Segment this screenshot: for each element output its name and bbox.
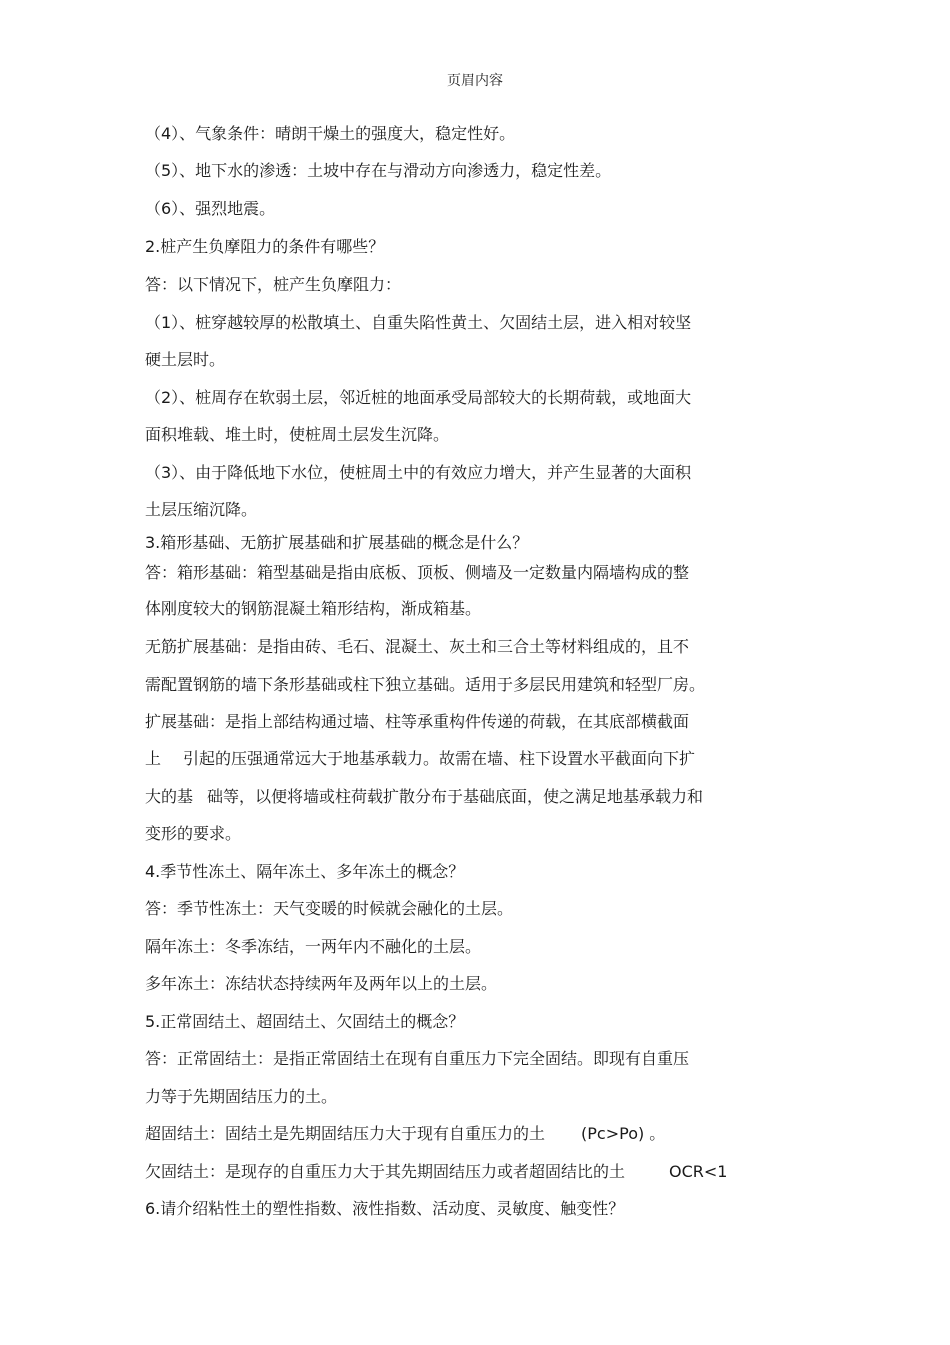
text-line: 力等于先期固结压力的土。 xyxy=(145,1087,338,1106)
text-line xyxy=(145,1123,665,1145)
page-header: 页眉内容 xyxy=(447,73,503,89)
question-heading: 3.箱形基础、无筋扩展基础和扩展基础的概念是什么？ xyxy=(145,533,529,552)
text-line: （5）、地下水的渗透：土坡中存在与滑动方向渗透力，稳定性差。 xyxy=(145,161,612,180)
text-line: （4）、气象条件：晴朗干燥土的强度大，稳定性好。 xyxy=(145,124,516,143)
text-line: （1）、桩穿越较厚的松散填土、自重失陷性黄土、欠固结土层，进入相对较坚 xyxy=(145,313,692,332)
text-segment: 础等，以便将墙或柱荷载扩散分布于基础底面，使之满足地基承载力和 xyxy=(207,787,704,806)
text-line: 多年冻土：冻结状态持续两年及两年以上的土层。 xyxy=(145,974,498,993)
question-heading: 4.季节性冻土、隔年冻土、多年冻土的概念？ xyxy=(145,862,465,881)
text-line: 需配置钢筋的墙下条形基础或柱下独立基础。适用于多层民用建筑和轻型厂房。 xyxy=(145,675,706,694)
text-line: 体刚度较大的钢筋混凝土箱形结构，渐成箱基。 xyxy=(145,599,482,618)
question-heading: 2.桩产生负摩阻力的条件有哪些？ xyxy=(145,237,385,256)
text-segment: 上 xyxy=(145,749,162,768)
text-line: 隔年冻土：冬季冻结，一两年内不融化的土层。 xyxy=(145,937,482,956)
text-segment: (Pc>Po) 。 xyxy=(581,1124,666,1143)
question-heading: 6.请介绍粘性土的塑性指数、液性指数、活动度、灵敏度、触变性？ xyxy=(145,1199,625,1218)
text-segment: 引起的压强通常远大于地基承载力。故需在墙、柱下设置水平截面向下扩 xyxy=(183,749,696,768)
text-line: 答：以下情况下，桩产生负摩阻力： xyxy=(145,275,402,294)
text-line xyxy=(145,1161,727,1183)
text-line: 答：箱形基础：箱型基础是指由底板、顶板、侧墙及一定数量内隔墙构成的整 xyxy=(145,563,690,582)
text-line: （3）、由于降低地下水位，使桩周土中的有效应力增大，并产生显著的大面积 xyxy=(145,463,692,482)
text-line: 扩展基础：是指上部结构通过墙、柱等承重构件传递的荷载，在其底部横截面 xyxy=(145,712,690,731)
text-line: （6）、强烈地震。 xyxy=(145,199,276,218)
text-line xyxy=(145,748,695,770)
text-line: （2）、桩周存在软弱土层，邻近桩的地面承受局部较大的长期荷载，或地面大 xyxy=(145,388,692,407)
text-line xyxy=(145,786,703,808)
text-line: 面积堆载、堆土时，使桩周土层发生沉降。 xyxy=(145,425,450,444)
text-segment: 欠固结土：是现存的自重压力大于其先期固结压力或者超固结比的土 xyxy=(145,1162,626,1181)
text-line: 硬土层时。 xyxy=(145,350,226,369)
text-line: 答：正常固结土：是指正常固结土在现有自重压力下完全固结。即现有自重压 xyxy=(145,1049,690,1068)
text-line: 土层压缩沉降。 xyxy=(145,500,258,519)
text-line: 变形的要求。 xyxy=(145,824,242,843)
text-segment: 大的基 xyxy=(145,787,194,806)
text-line: 无筋扩展基础：是指由砖、毛石、混凝土、灰土和三合土等材料组成的，且不 xyxy=(145,637,690,656)
question-heading: 5.正常固结土、超固结土、欠固结土的概念？ xyxy=(145,1012,465,1031)
text-line: 答：季节性冻土：天气变暖的时候就会融化的土层。 xyxy=(145,899,514,918)
text-segment: 超固结土：固结土是先期固结压力大于现有自重压力的土 xyxy=(145,1124,546,1143)
text-segment: OCR<1 xyxy=(669,1162,728,1181)
